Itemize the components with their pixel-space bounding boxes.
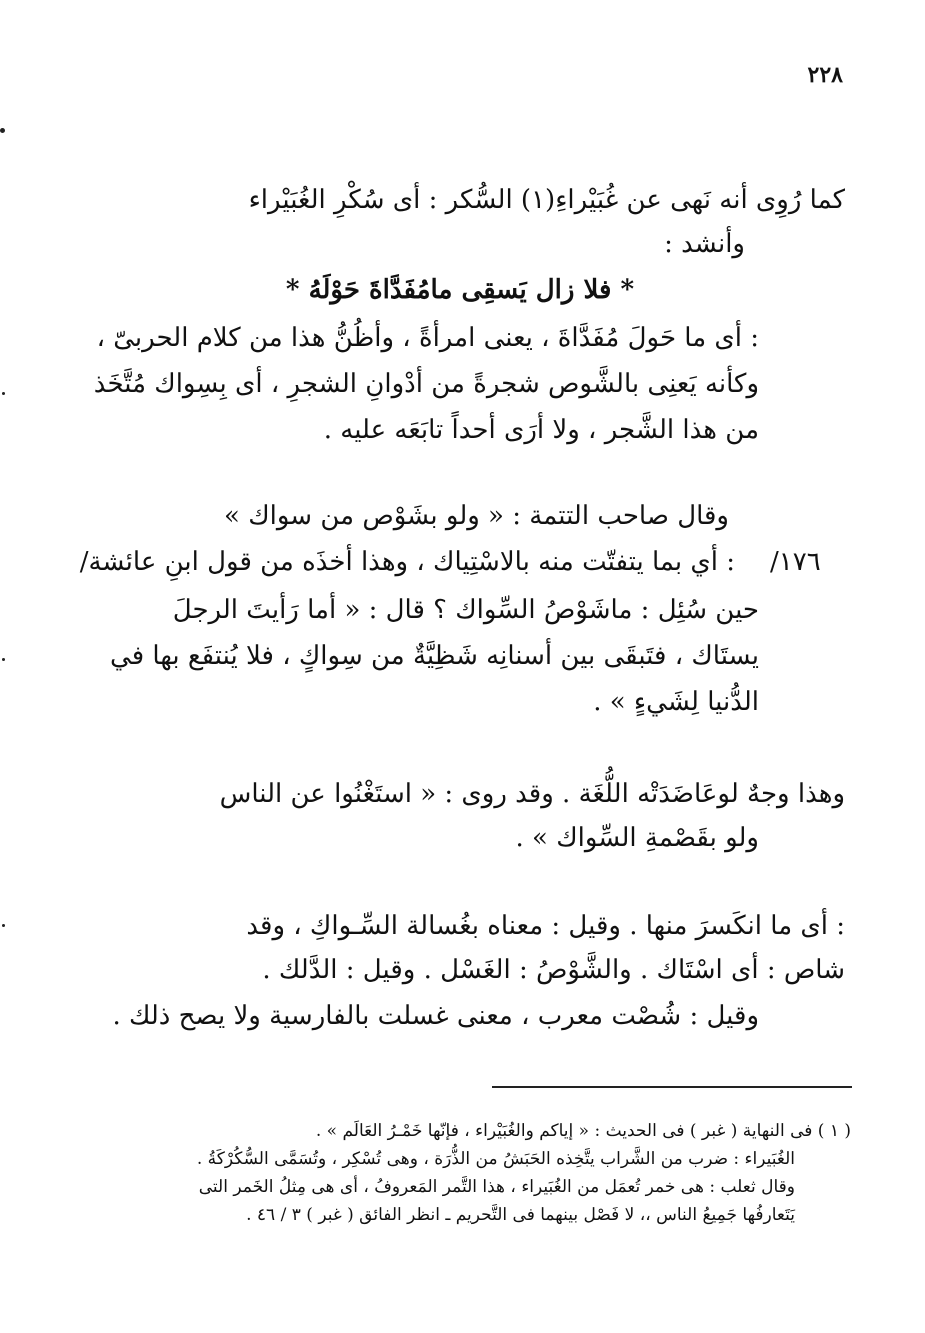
body-line: : أى ما حَولَ مُفَدَّاةَ ، يعنى امرأةً ، وأظُنُّ هذا من كلام الحربىّ ، xyxy=(96,323,759,353)
body-line: كما رُوِى أنه نَهى عن غُبَيْراءِ(١) السُّكر : أى سُكْرِ الغُبَيْراء xyxy=(248,185,845,215)
body-line: وهذا وجهٌ لوعَاضَدَتْه اللُّغَة . وقد روى : « استَغْنُوا عن الناس xyxy=(219,779,845,809)
body-line: من هذا الشَّجر ، ولا أرَى أحداً تابَعَه عليه . xyxy=(323,415,759,445)
footnote-line: يَتَعارفُها جَمِيعُ الناس ،، لا فَصْل بينهما فى التَّحريم ـ انظر الفائق ( غبر ) ٣ / ٤٦ . xyxy=(246,1205,795,1225)
margin-mark-dot xyxy=(2,392,5,395)
body-line: شاص : أى اسْتَاك . والشَّوْصُ : الغَسْل . وقيل : الدَّلك . xyxy=(262,955,845,985)
body-line: : أى ما انكَسرَ منها . وقيل : معناه بغُسالة السِّـواكِ ، وقد xyxy=(246,911,845,941)
body-line: وأنشد : xyxy=(664,229,745,259)
footnote-line: ( ١ ) فى النهاية ( غبر ) فى الحديث : « إياكم والغُبَيْراء ، فإنّها خَمْـرُ العَالَم » . xyxy=(315,1121,851,1141)
body-line: ولو بقَصْمةِ السِّواك » . xyxy=(515,823,759,853)
body-line: وقيل : شُصْت معرب ، معنى غسلت بالفارسية ولا يصح ذلك . xyxy=(112,1001,759,1031)
body-line: حين سُئِل : ماشَوْصُ السِّواك ؟ قال : « أما رَأيتَ الرجلَ xyxy=(172,595,759,625)
body-line: : أي بما يتفتّت منه بالاسْتِياك ، وهذا أخذَه من قول ابنِ عائشة/ xyxy=(79,547,735,577)
body-line: وقال صاحب التتمة : « ولو بشَوْص من سواك » xyxy=(224,501,729,531)
body-line: يستَاك ، فتَبقَى بين أسنانِه شَظِيَّةٌ من سِواكٍ ، فلا يُنتفَع بها في xyxy=(110,641,759,671)
margin-mark-dot xyxy=(2,924,5,927)
margin-reference: ١٧٦/ xyxy=(770,547,821,577)
footnote-separator xyxy=(492,1086,852,1088)
margin-mark-dot xyxy=(2,658,5,661)
footnote-line: الغُبَيراء : ضرب من الشَّراب يتَّخِذه الحَبَشُ من الذُّرَة ، وهى تُسْكِر ، وتُسَمَّى السُّكُرْكَةُ . xyxy=(196,1149,795,1169)
body-line: الدُّنيا لِشَيءٍ » . xyxy=(593,687,759,717)
page-number: ٢٢٨ xyxy=(807,62,843,88)
body-line: وكأنه يَعنِى بالشَّوص شجرةً من أدْوانِ الشجرِ ، أى بِسِواك مُتَّخَذ xyxy=(93,369,759,399)
footnote-line: وقال ثعلب : هى خمر تُعمَل من الغُبَيراء ، هذا التَّمر المَعروفُ ، أى هى مِثلُ الخَمر التى xyxy=(198,1177,795,1197)
margin-mark-dot xyxy=(0,128,5,133)
verse-line: * فلا زال يَسقِى مامُفَدَّاةَ حَوْلَهُ * xyxy=(285,275,635,305)
